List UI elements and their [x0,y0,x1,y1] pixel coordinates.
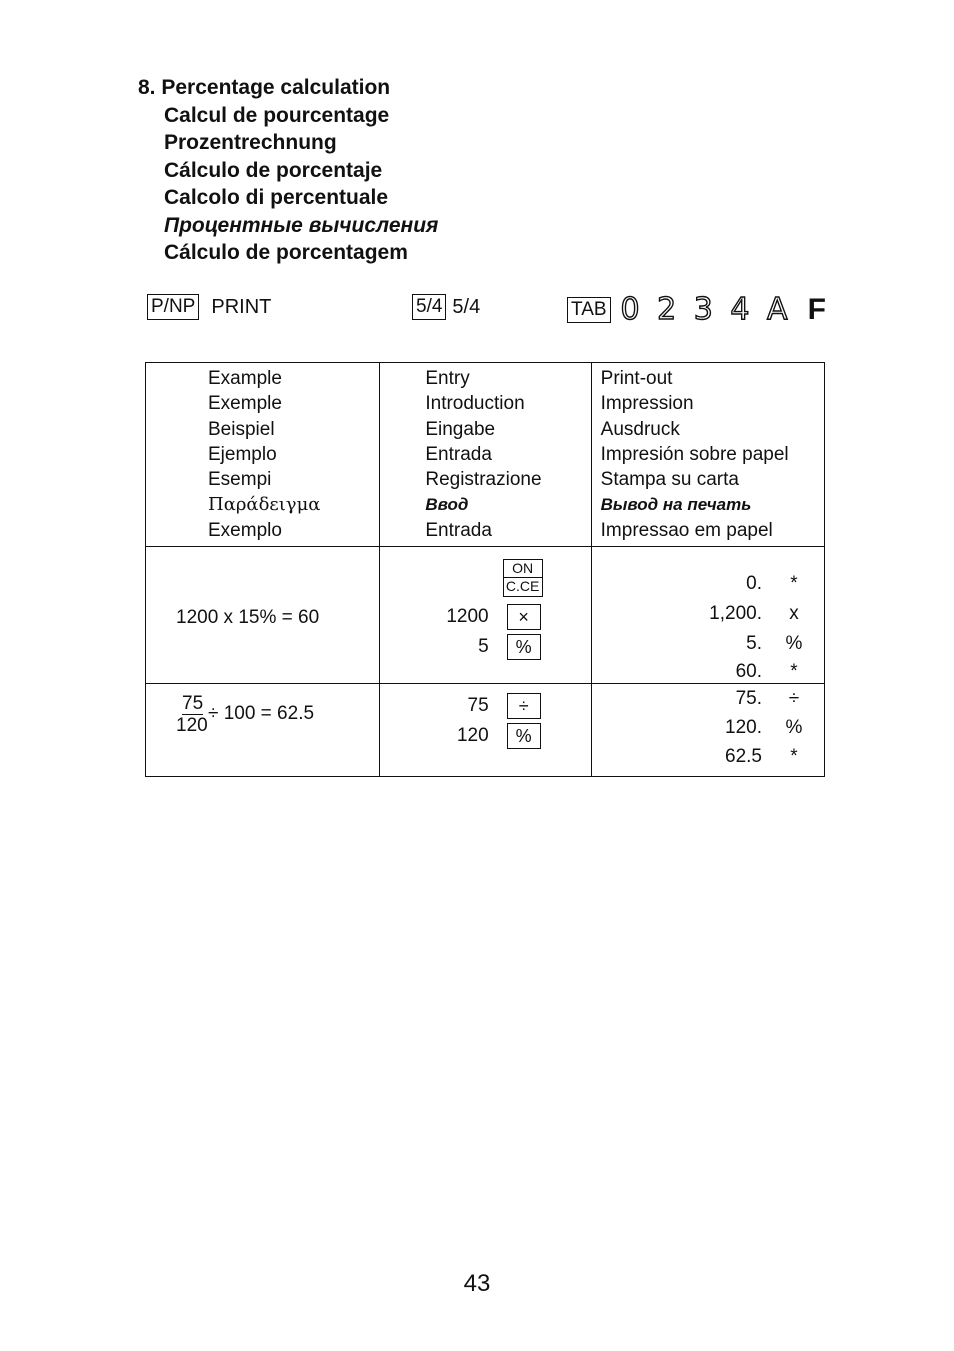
example-table [145,362,825,777]
on-key-label: ON [504,560,542,578]
tab-key: TAB [567,297,611,323]
entry-line [457,722,541,750]
on-cce-key [503,559,543,597]
table-header-row [146,363,825,547]
fraction-rest: ÷ 100 = 62.5 [208,703,315,725]
rounding-switch-setting [412,294,480,320]
printout-value: 120. [725,717,762,739]
header-printout-es: Impresión sobre papel [600,443,789,465]
printout-symbol: ÷ [788,688,800,710]
printout-symbol: % [785,717,803,739]
percent-key: % [507,723,541,749]
header-example-cell [146,363,380,547]
pnp-key: P/NP [147,294,199,320]
section-title-it: Calcolo di percentuale [164,186,389,209]
printout-symbol: % [785,633,803,655]
decimal-switch-setting [567,292,826,327]
printout-value: 60. [735,661,762,683]
entry-cell-1 [380,547,591,684]
header-entry-pt: Entrada [425,519,492,541]
example-cell-2 [146,684,380,777]
fraction-numerator: 75 [182,693,204,715]
percent-key: % [507,634,541,660]
printout-line [592,573,824,601]
round-key: 5/4 [412,294,446,320]
header-entry-it: Registrazione [425,469,542,491]
cce-key-label: C.CE [505,578,540,595]
entry-value: 5 [478,636,489,658]
printout-symbol: x [789,603,799,625]
header-example-fr: Exemple [208,393,282,415]
section-title-es: Cálculo de porcentaje [164,158,383,182]
header-printout-cell [591,363,824,547]
printout-cell-1 [591,547,824,684]
pnp-label: PRINT [211,295,272,318]
printout-value: 1,200. [709,603,762,625]
header-example-el: Παράδειγμα [208,494,321,516]
entry-line [446,603,540,631]
example-expression: 1200 x 15% = 60 [176,607,320,629]
printout-value: 5. [746,633,762,655]
printout-value: 0. [746,573,762,595]
entry-value: 75 [467,695,489,717]
header-example-pt: Exemplo [208,519,282,541]
header-entry-fr: Introduction [425,393,525,415]
entry-cell-2 [380,684,591,777]
entry-line [478,633,541,661]
header-printout-it: Stampa su carta [600,469,739,491]
header-printout-pt: Impressao em papel [600,519,773,541]
round-label: 5/4 [452,295,481,318]
switch-settings [147,292,847,332]
printout-line [592,717,824,745]
header-entry-de: Eingabe [425,418,496,440]
table-row [146,684,825,777]
entry-value: 1200 [446,606,489,628]
section-titles [138,74,438,267]
selected-decimal-mark: F [807,292,826,326]
printout-symbol: * [790,746,798,768]
table-row [146,547,825,684]
section-title-ru: Процентные вычисления [164,213,439,237]
page-number: 43 [463,1270,491,1297]
header-entry-es: Entrada [425,443,492,465]
printout-cell-2 [591,684,824,777]
printout-symbol: * [790,661,798,683]
header-printout-ru: Вывод на печать [600,495,752,515]
header-example-en: Example [208,368,282,389]
header-example-es: Ejemplo [208,443,277,465]
printout-value: 75. [735,688,762,710]
section-title-pt: Cálculo de porcentagem [164,241,408,264]
header-entry-en: Entry [425,368,470,389]
multiply-key: × [507,604,541,630]
fraction-denominator: 120 [176,715,208,737]
header-example-de: Beispiel [208,418,275,440]
entry-value: 120 [456,725,489,747]
header-printout-fr: Impression [600,393,694,415]
section-title-en: 8. Percentage calculation [138,76,391,99]
header-printout-de: Ausdruck [600,418,680,440]
section-title-de: Prozentrechnung [164,131,337,154]
printout-symbol: * [790,573,798,595]
decimal-digits: 0 2 3 4 A [620,292,792,327]
divide-key: ÷ [507,693,541,719]
header-printout-en: Print-out [600,368,673,389]
header-entry-cell [380,363,591,547]
header-example-it: Esempi [208,469,272,491]
printout-line [592,603,824,631]
printout-line [592,746,824,774]
header-entry-ru: Ввод [425,495,469,515]
printout-line [592,633,824,661]
example-cell-1 [146,547,380,684]
entry-line [468,692,541,720]
section-title-fr: Calcul de pourcentage [164,103,390,127]
printout-value: 62.5 [725,746,762,768]
printout-line [592,688,824,716]
print-switch-setting [147,294,271,320]
